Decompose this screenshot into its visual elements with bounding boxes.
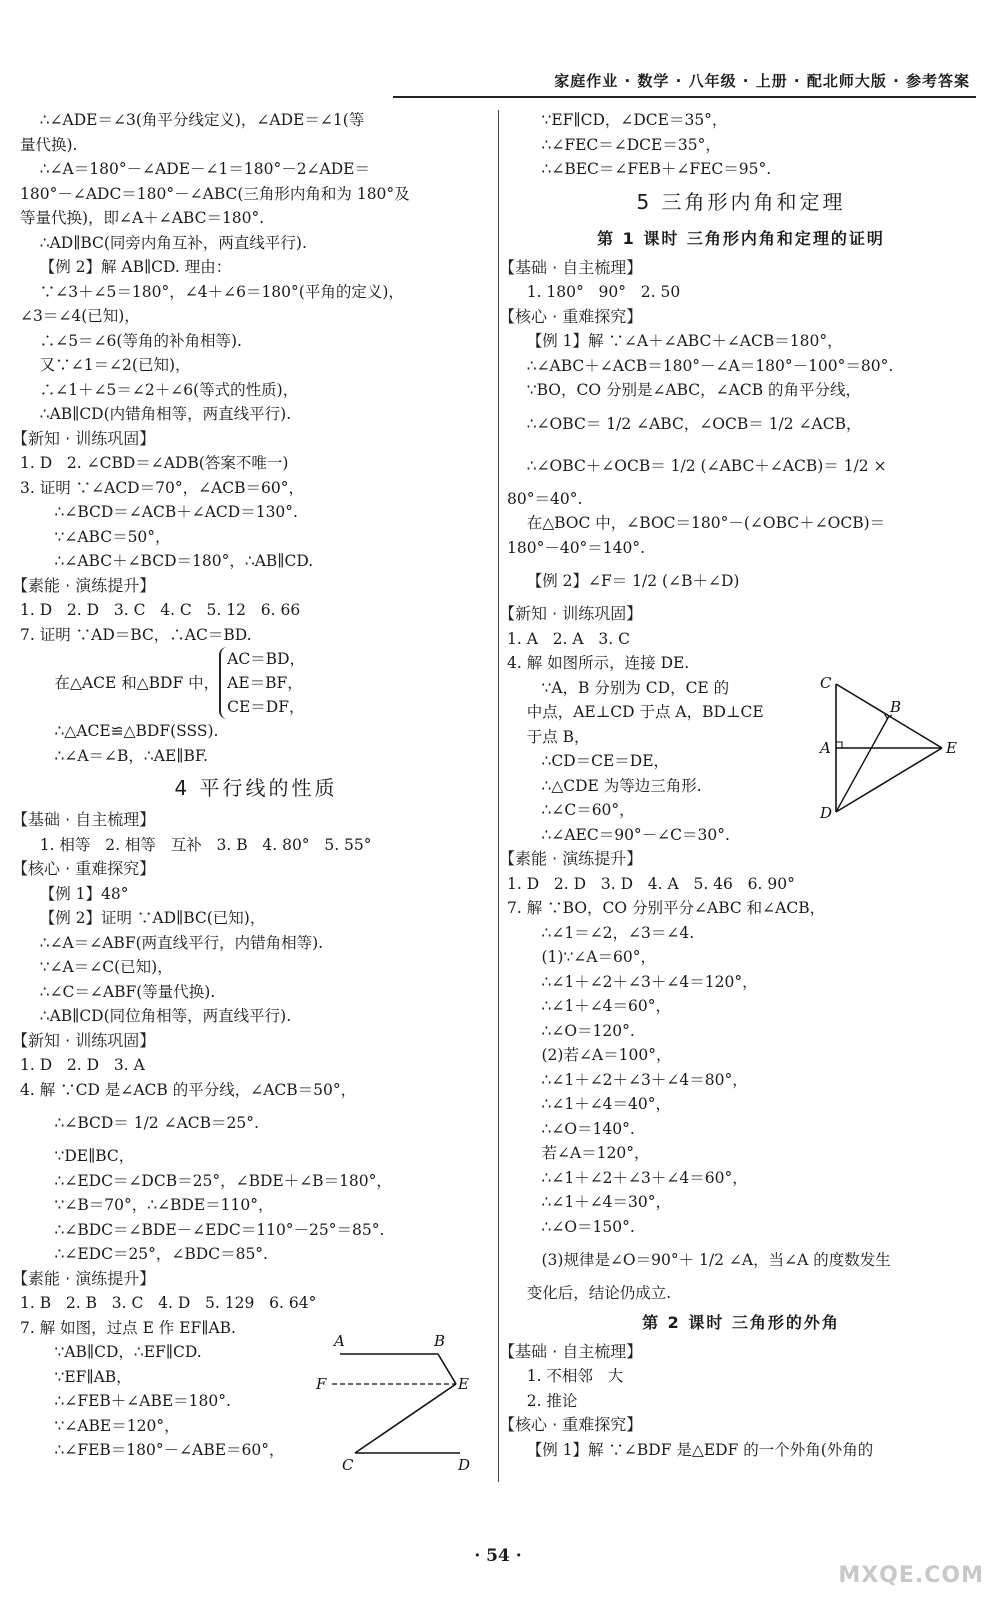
answer-line: 1. 不相邻 大 [507, 1367, 624, 1385]
brace-line: AE＝BF， [227, 674, 303, 692]
answer-line: 【例 2】证明 ∵AD∥BC(已知)， [20, 909, 266, 927]
figure-label: F [316, 1375, 327, 1393]
answer-line: ∵∠3＋∠5＝180°，∠4＋∠6＝180°(平角的定义)， [20, 282, 404, 301]
parallel-lines-figure [310, 1330, 490, 1480]
section-tag: 【新知 · 训练巩固】 [12, 1030, 156, 1050]
answer-line: ∴△CDE 为等边三角形. [507, 776, 702, 795]
answer-line: ∴∠O＝140°. [507, 1119, 635, 1138]
answer-line: ∴∠FEB＋∠ABE＝180°. [20, 1392, 231, 1410]
answer-line: ∴∠1＋∠4＝30°， [507, 1193, 672, 1211]
answer-line: 1. D 2. ∠CBD＝∠ADB(答案不唯一) [20, 454, 289, 472]
answer-line: ∵∠A＝∠C(已知)， [20, 958, 173, 976]
answer-line: 【例 2】解 AB∥CD. 理由： [20, 258, 232, 276]
brace-line: AC＝BD， [227, 650, 305, 668]
section-tag: 【核心 · 重难探究】 [12, 859, 156, 878]
answer-line: ∵EF∥AB， [20, 1367, 132, 1386]
answer-line: 又∵∠1＝∠2(已知)， [20, 356, 191, 374]
answer-line: 【例 1】解 ∵∠BDF 是△EDF 的一个外角(外角的 [507, 1440, 874, 1459]
answer-line: (1)∵∠A＝60°， [507, 948, 656, 966]
figure-label: B [434, 1332, 446, 1350]
section-title: 4 平行线的性质 [174, 776, 338, 800]
answer-line: 180°－∠ADC＝180°－∠ABC(三角形内角和为 180°及 [20, 184, 410, 203]
brace-line: CE＝DF， [227, 698, 305, 716]
figure-label: C [342, 1456, 354, 1474]
answer-line: ∴∠1＋∠2＋∠3＋∠4＝120°， [507, 972, 758, 991]
answer-line: 1. D 2. D 3. C 4. C 5. 12 6. 66 [20, 601, 301, 619]
answer-line: 7. 解 如图，过点 E 作 EF∥AB. [20, 1318, 236, 1337]
answer-line: (2)若∠A＝100°， [507, 1046, 672, 1064]
answer-line: ∴AD∥BC(同旁内角互补，两直线平行). [20, 233, 307, 252]
left-column [12, 108, 492, 1463]
answer-line: 1. B 2. B 3. C 4. D 5. 129 6. 64° [20, 1294, 317, 1312]
answer-line: ∴∠1＋∠4＝40°， [507, 1095, 672, 1113]
answer-line: ∵EF∥CD，∠DCE＝35°， [507, 111, 728, 129]
figure-label: C [820, 674, 832, 692]
figure-label: E [946, 739, 957, 757]
answer-line: 若∠A＝120°， [507, 1144, 650, 1162]
answer-line: ∴∠O＝150°. [507, 1217, 635, 1236]
answer-line: ∴∠BCD＝∠ACB＋∠ACD＝130°. [20, 503, 298, 521]
section-title: 5 三角形内角和定理 [636, 189, 846, 214]
answer-line: ∵A，B 分别为 CD，CE 的 [507, 678, 730, 697]
answer-line: ∴∠O＝120°. [507, 1021, 635, 1040]
answer-line: ∴∠5＝∠6(等角的补角相等). [20, 331, 242, 350]
answer-line: 在△BOC 中，∠BOC＝180°－(∠OBC＋∠OCB)＝ [507, 514, 886, 532]
answer-line: ∴∠1＋∠2＋∠3＋∠4＝60°， [507, 1168, 748, 1187]
answer-line: 180°－40°＝140°. [507, 538, 646, 557]
answer-line: 【例 1】48° [20, 884, 129, 903]
answer-line: ∴∠EDC＝∠DCB＝25°，∠BDE＋∠B＝180°， [20, 1171, 392, 1190]
answer-line: ∵∠B＝70°，∴∠BDE＝110°， [20, 1196, 274, 1214]
answer-line: ∴∠BEC＝∠FEB＋∠FEC＝95°. [507, 160, 772, 178]
watermark: MXQE.COM [838, 1563, 984, 1588]
answer-line: ∴∠FEC＝∠DCE＝35°， [507, 135, 721, 154]
answer-line: ∴∠EDC＝25°，∠BDC＝85°. [20, 1245, 268, 1263]
answer-line: 1. D 2. D 3. D 4. A 5. 46 6. 90° [507, 874, 795, 893]
answer-line: 2. 推论 [507, 1391, 578, 1410]
answer-line: 3. 证明 ∵∠ACD＝70°，∠ACB＝60°， [20, 478, 304, 497]
answer-line: ∴CD＝CE＝DE， [507, 752, 670, 770]
answer-line: ∴∠1＝∠2，∠3＝∠4. [507, 923, 695, 942]
section-tag: 【素能 · 演练提升】 [499, 849, 643, 868]
answer-line: ∠3＝∠4(已知)， [20, 307, 140, 325]
answer-line: ∵BO，CO 分别是∠ABC，∠ACB 的角平分线， [507, 381, 862, 399]
answer-line: ∴∠C＝∠ABF(等量代换). [20, 982, 216, 1001]
answer-line: 中点，AE⊥CD 于点 A，BD⊥CE [507, 703, 764, 721]
answer-line: 1. A 2. A 3. C [507, 629, 630, 648]
answer-line: ∴∠ABC＋∠BCD＝180°，∴AB∥CD. [20, 552, 314, 570]
answer-line: ∴AB∥CD(内错角相等，两直线平行). [20, 405, 292, 423]
answer-line: 于点 B， [507, 727, 590, 746]
answer-line: ∵∠ABE＝120°， [20, 1416, 180, 1435]
page-number: · 54 · [474, 1546, 522, 1566]
answer-line: ∴∠ABC＋∠ACB＝180°－∠A＝180°－100°＝80°. [507, 356, 894, 375]
answer-line: ∴△ACE≌△BDF(SSS). [20, 722, 219, 740]
figure-label: A [820, 739, 831, 757]
section-tag: 【基础 · 自主梳理】 [499, 1341, 643, 1361]
figure-label: A [334, 1332, 345, 1350]
answer-line: 4. 解 ∵CD 是∠ACB 的平分线，∠ACB＝50°， [20, 1080, 357, 1099]
answer-line: 量代换). [20, 135, 78, 154]
answer-line: ∴∠ADE＝∠3(角平分线定义)，∠ADE＝∠1(等 [20, 111, 365, 129]
brace-system [20, 647, 492, 719]
section-tag: 【新知 · 训练巩固】 [12, 428, 156, 448]
answer-line: ∴∠OBC＋∠OCB＝ 1/2 (∠ABC＋∠ACB)＝ 1/2 × [507, 456, 887, 475]
section-tag: 【核心 · 重难探究】 [499, 306, 643, 326]
lesson-title: 第 2 课时 三角形的外角 [642, 1312, 840, 1332]
answer-line: ∴∠OBC＝ 1/2 ∠ABC，∠OCB＝ 1/2 ∠ACB， [507, 414, 862, 433]
answer-line: ∴∠A＝180°－∠ADE－∠1＝180°－2∠ADE＝ [20, 160, 370, 178]
section-tag: 【核心 · 重难探究】 [499, 1415, 643, 1434]
section-tag: 【素能 · 演练提升】 [12, 1268, 156, 1288]
figure-label: B [890, 698, 902, 716]
figure-label: E [458, 1375, 469, 1393]
answer-line: (3)规律是∠O＝90°＋ 1/2 ∠A，当∠A 的度数发生 [507, 1251, 891, 1269]
answer-line: 1. D 2. D 3. A [20, 1056, 145, 1074]
answer-line: 4. 解 如图所示，连接 DE. [507, 654, 690, 672]
figure-label: D [820, 804, 833, 822]
answer-line: ∴∠FEB＝180°－∠ABE＝60°， [20, 1441, 285, 1459]
answer-line: 1. 180° 90° 2. 50 [507, 283, 681, 301]
answer-line: 80°＝40°. [507, 489, 583, 508]
lesson-title: 第 1 课时 三角形内角和定理的证明 [597, 228, 885, 248]
answer-line: ∵AB∥CD，∴EF∥CD. [20, 1343, 202, 1361]
answer-line: ∴∠BCD＝ 1/2 ∠ACB＝25°. [20, 1114, 259, 1132]
answer-line: ∴AB∥CD(同位角相等，两直线平行). [20, 1007, 292, 1025]
answer-line: 【例 1】解 ∵∠A＋∠ABC＋∠ACB＝180°， [507, 332, 843, 350]
answer-line: ∴∠A＝∠ABF(两直线平行，内错角相等). [20, 933, 324, 952]
answer-line: ∵∠ABC＝50°， [20, 527, 171, 546]
triangle-figure [816, 672, 966, 822]
header-rule [393, 96, 976, 98]
section-tag: 【基础 · 自主梳理】 [12, 810, 156, 829]
answer-line: 1. 相等 2. 相等 互补 3. B 4. 80° 5. 55° [20, 835, 372, 854]
answer-line: ∴∠1＋∠5＝∠2＋∠6(等式的性质)， [20, 380, 299, 399]
answer-line: 7. 证明 ∵AD＝BC，∴AC＝BD. [20, 625, 252, 644]
figure-label: D [458, 1456, 471, 1474]
answer-line: ∴∠1＋∠4＝60°， [507, 997, 672, 1015]
answer-line: 变化后，结论仍成立. [507, 1284, 672, 1302]
answer-line: ∴∠BDC＝∠BDE－∠EDC＝110°－25°＝85°. [20, 1220, 385, 1239]
answer-line: ∴∠1＋∠2＋∠3＋∠4＝80°， [507, 1070, 748, 1089]
section-tag: 【素能 · 演练提升】 [12, 575, 156, 595]
answer-line: 7. 解 ∵BO，CO 分别平分∠ABC 和∠ACB， [507, 899, 826, 917]
brace-lead-text: 在△ACE 和△BDF 中， [20, 674, 220, 692]
answer-line: 等量代换)，即∠A＋∠ABC＝180°. [20, 209, 265, 227]
answer-line: 【例 2】∠F＝ 1/2 (∠B＋∠D) [507, 572, 740, 590]
answer-line: ∴∠C＝60°， [507, 801, 635, 819]
answer-line: ∴∠A＝∠B，∴AE∥BF. [20, 746, 209, 765]
answer-line: ∵DE∥BC， [20, 1147, 135, 1165]
section-tag: 【基础 · 自主梳理】 [499, 257, 643, 277]
section-tag: 【新知 · 训练巩固】 [499, 604, 643, 623]
running-header: 家庭作业 · 数学 · 八年级 · 上册 · 配北师大版 · 参考答案 [554, 72, 970, 90]
answer-line: ∴∠AEC＝90°－∠C＝30°. [507, 825, 730, 844]
